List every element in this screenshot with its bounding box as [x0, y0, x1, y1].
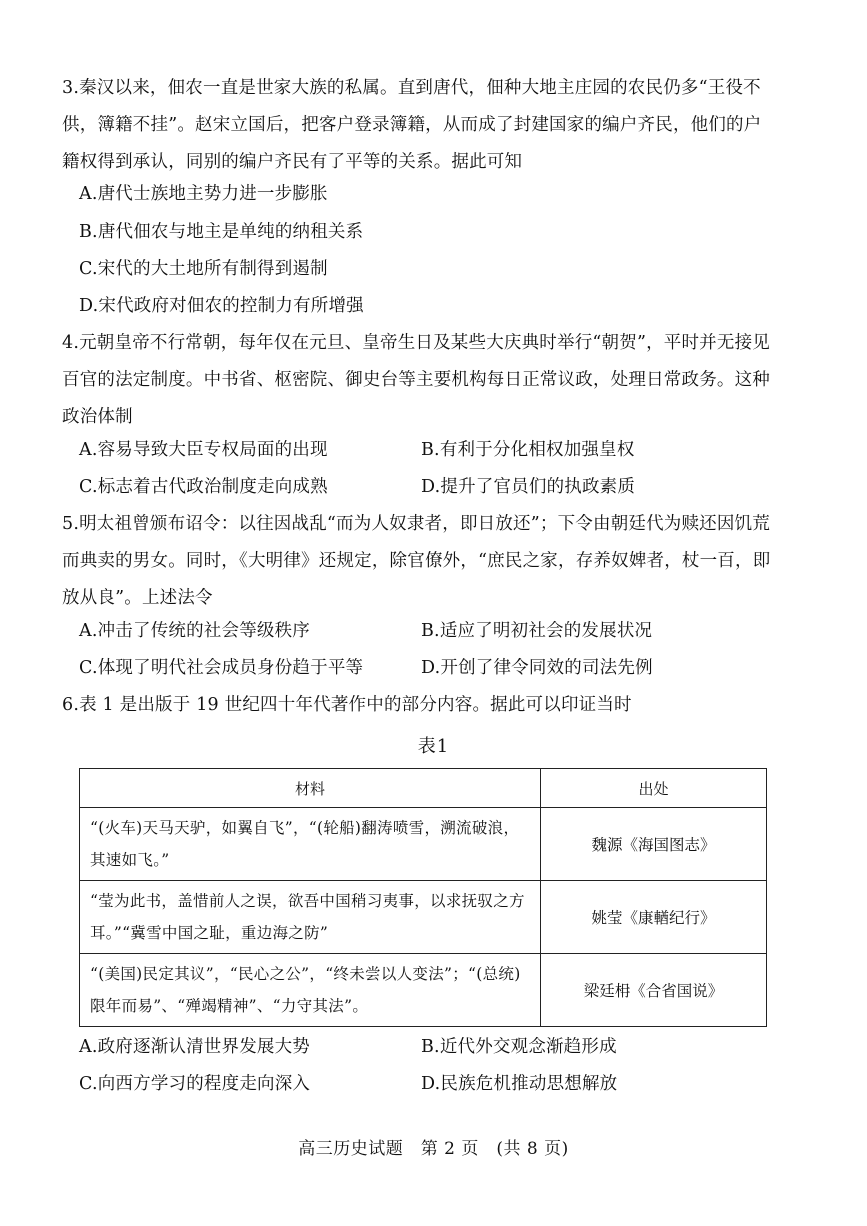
- page-footer: 高三历史试题 第 2 页 (共 8 页): [298, 1139, 569, 1159]
- question-3-option-c[interactable]: C.宋代的大土地所有制得到遏制: [79, 259, 328, 279]
- question-5-option-a[interactable]: A.冲击了传统的社会等级秩序: [79, 621, 310, 641]
- table-cell-source: 梁廷枏《合省国说》: [541, 954, 767, 1027]
- table-header-material: 材料: [80, 769, 541, 808]
- question-4-option-b[interactable]: B.有利于分化相权加强皇权: [421, 440, 635, 460]
- question-6-option-d[interactable]: D.民族危机推动思想解放: [421, 1074, 618, 1094]
- table-cell-source: 魏源《海国图志》: [541, 808, 767, 881]
- table-row: [80, 954, 767, 1027]
- question-6-option-a[interactable]: A.政府逐渐认清世界发展大势: [79, 1037, 310, 1057]
- table-cell-material: “莹为此书，盖惜前人之误，欲吾中国稍习夷事，以求抚驭之方耳。”“冀雪中国之耻，重边海之防”: [80, 881, 541, 954]
- question-4-option-a[interactable]: A.容易导致大臣专权局面的出现: [79, 440, 328, 460]
- table-cell-source: 姚莹《康輶纪行》: [541, 881, 767, 954]
- table-cell-material: “(美国)民定其议”，“民心之公”，“终未尝以人变法”；“(总统)限年而易”、“殚竭精神”、“力守其法”。: [80, 954, 541, 1027]
- question-3-option-d[interactable]: D.宋代政府对佃农的控制力有所增强: [79, 296, 364, 316]
- table-cell-material: “(火车)天马天驴，如翼自飞”，“(轮船)翻涛喷雪，溯流破浪，其速如飞。”: [80, 808, 541, 881]
- question-6-stem: 6.表 1 是出版于 19 世纪四十年代著作中的部分内容。据此可以印证当时: [62, 695, 632, 715]
- table-row: [80, 808, 767, 881]
- source-table: [79, 768, 767, 1027]
- table-header-row: [80, 769, 767, 808]
- question-4-stem: 4.元朝皇帝不行常朝，每年仅在元旦、皇帝生日及某些大庆典时举行“朝贺”，平时并无接见百官的法定制度。中书省、枢密院、御史台等主要机构每日正常议政，处理日常政务。这种政治体制: [62, 333, 770, 427]
- question-6-option-c[interactable]: C.向西方学习的程度走向深入: [79, 1074, 311, 1094]
- table-caption: 表1: [417, 736, 450, 757]
- table-row: [80, 881, 767, 954]
- question-3-stem: 3.秦汉以来，佃农一直是世家大族的私属。直到唐代，佃种大地主庄园的农民仍多“王役不供，簿籍不挂”。赵宋立国后，把客户登录簿籍，从而成了封建国家的编户齐民，他们的户籍权得到承认，同别的编户齐民有了平等的关系。据此可知: [62, 78, 762, 172]
- table-header-source: 出处: [541, 769, 767, 808]
- question-4-option-d[interactable]: D.提升了官员们的执政素质: [421, 477, 636, 497]
- question-5-option-d[interactable]: D.开创了律令同效的司法先例: [421, 658, 653, 678]
- question-5-option-c[interactable]: C.体现了明代社会成员身份趋于平等: [79, 658, 364, 678]
- question-3-option-a[interactable]: A.唐代士族地主势力进一步膨胀: [79, 184, 328, 204]
- question-5-option-b[interactable]: B.适应了明初社会的发展状况: [421, 621, 653, 641]
- question-5-stem: 5.明太祖曾颁布诏令：以往因战乱“而为人奴隶者，即日放还”；下令由朝廷代为赎还因饥荒而典卖的男女。同时，《大明律》还规定，除官僚外，“庶民之家，存养奴婢者，杖一百，即放从良”。上述法令: [62, 514, 771, 608]
- question-4-option-c[interactable]: C.标志着古代政治制度走向成熟: [79, 477, 328, 497]
- question-3-option-b[interactable]: B.唐代佃农与地主是单纯的纳租关系: [79, 222, 364, 242]
- question-6-option-b[interactable]: B.近代外交观念渐趋形成: [421, 1037, 617, 1057]
